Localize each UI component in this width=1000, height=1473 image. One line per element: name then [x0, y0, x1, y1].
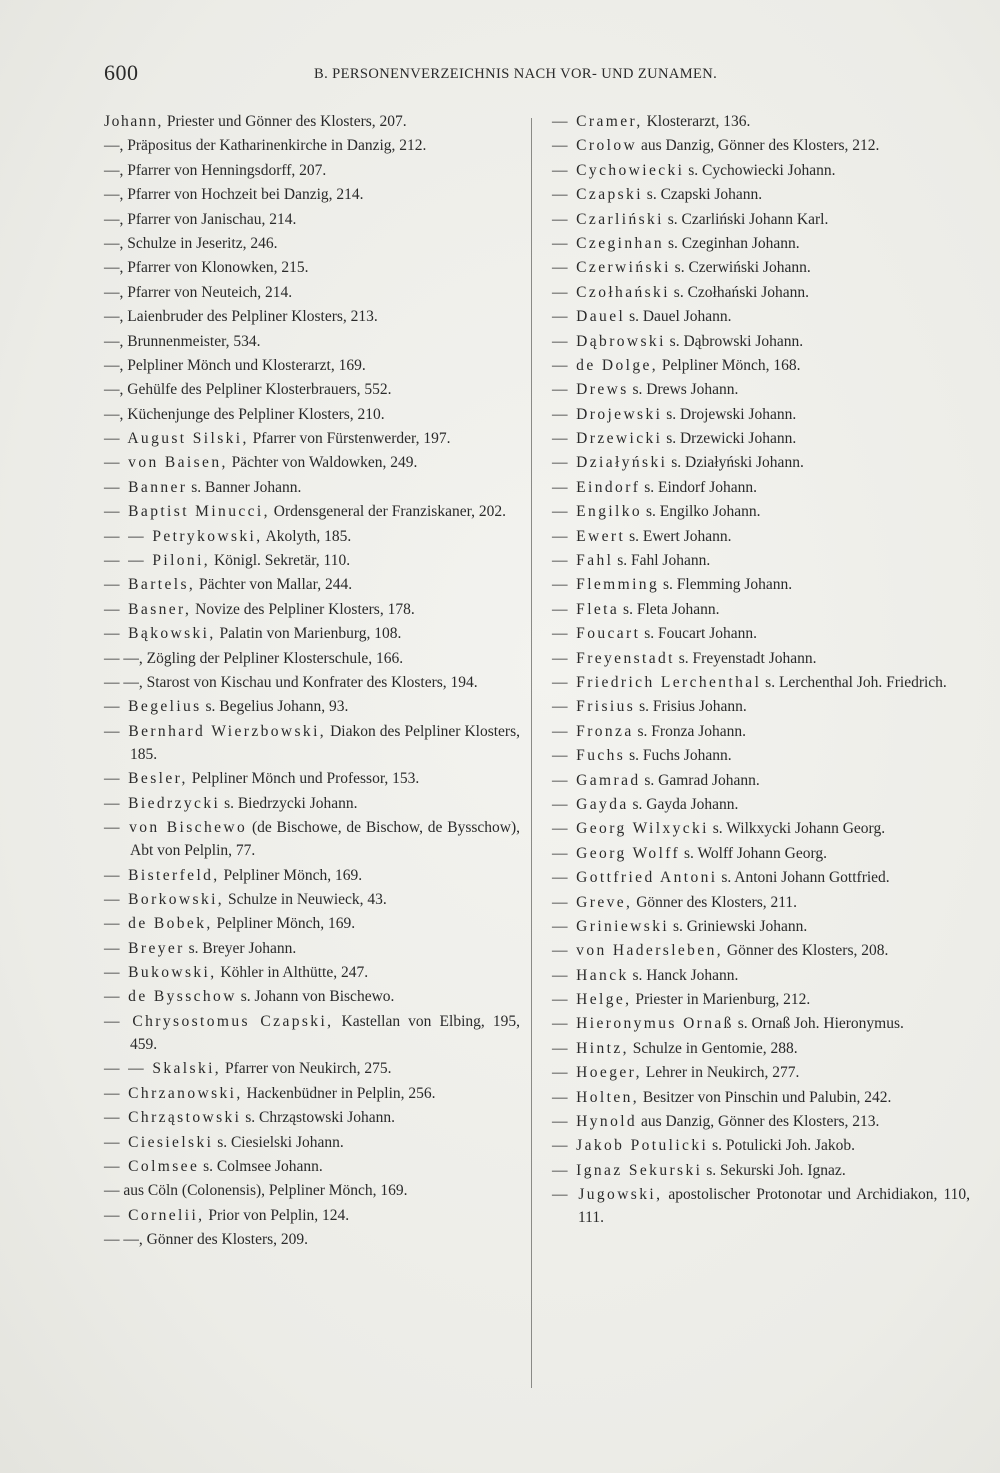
entry-name: — Bisterfeld, [104, 866, 220, 884]
index-entry [104, 427, 520, 450]
entry-name: — Freyenstadt [552, 649, 675, 667]
entry-name: — Georg Wilxycki [552, 820, 709, 838]
entry-text: Schulze in Neuwieck, 43. [224, 890, 387, 908]
entry-text: s. Cychowiecki Johann. [684, 161, 836, 179]
entry-text: Diakon des Pelpliner Klosters, 185. [130, 722, 520, 763]
entry-name: — Ignaz Sekurski [552, 1161, 703, 1179]
entry-text: Prior von Pelplin, 124. [204, 1206, 350, 1224]
entry-text: Hackenbüdner in Pelplin, 256. [242, 1084, 436, 1102]
running-title: B. PERSONENVERZEICHNIS NACH VOR- UND ZUNAMEN. [314, 66, 718, 82]
entry-text: Gönner des Klosters, 208. [723, 942, 889, 960]
entry-text: Pächter von Mallar, 244. [195, 576, 353, 594]
column-divider [531, 118, 532, 1388]
index-entry [104, 1106, 520, 1129]
entry-text: Gönner des Klosters, 211. [632, 893, 798, 911]
index-entry [104, 159, 520, 182]
entry-text: s. Dąbrowski Johann. [665, 332, 804, 350]
entry-text: —, Pfarrer von Neuteich, 214. [104, 283, 293, 301]
entry-name: — Chrząstowski [104, 1109, 242, 1127]
entry-name: — Czerwiński [552, 259, 671, 277]
index-entry [104, 792, 520, 815]
entry-text: s. Czerwiński Johann. [670, 259, 811, 277]
entry-text: Schulze in Gentomie, 288. [628, 1039, 798, 1057]
index-entry [552, 573, 970, 596]
index-entry [104, 403, 520, 426]
index-entry [552, 939, 970, 962]
entry-name: — Jakob Potulicki [552, 1137, 709, 1155]
entry-name: — Drzewicki [552, 430, 663, 448]
index-entry [552, 305, 970, 328]
entry-text: s. Czarliński Johann Karl. [663, 210, 829, 228]
entry-name: — August Silski, [104, 430, 249, 448]
entry-name: — Breyer [104, 939, 185, 957]
entry-text: (de Bischowe, de Bischow, de Bysschow), Abt von Pelplin, 77. [130, 819, 520, 860]
entry-name: — Foucart [552, 625, 641, 643]
index-entry [552, 330, 970, 353]
entry-text: s. Johann von Bischewo. [236, 988, 395, 1006]
index-entry [552, 476, 970, 499]
entry-name: — Dąbrowski [552, 332, 666, 350]
index-entry [104, 671, 520, 694]
index-entry [552, 1159, 970, 1182]
entry-text: s. Drzewicki Johann. [662, 430, 797, 448]
entry-name: — Bąkowski, [104, 625, 216, 643]
index-entry [552, 866, 970, 889]
entry-name: — Crolow [552, 137, 638, 155]
entry-text: s. Sekurski Joh. Ignaz. [702, 1161, 846, 1179]
entry-name: — Georg Wolff [552, 844, 681, 862]
entry-name: — Banner [104, 478, 188, 496]
entry-text: — —, Gönner des Klosters, 209. [104, 1231, 309, 1249]
index-entry [552, 647, 970, 670]
index-entry [552, 451, 970, 474]
entry-text: —, Gehülfe des Pelpliner Klosterbrauers, 552. [104, 381, 392, 399]
index-entry [552, 232, 970, 255]
entry-text: s. Czeginhan Johann. [664, 234, 800, 252]
index-entry [104, 961, 520, 984]
entry-text: s. Drojewski Johann. [662, 405, 797, 423]
index-entry [552, 744, 970, 767]
entry-name: — Chrzanowski, [104, 1084, 243, 1102]
index-entry [104, 816, 520, 862]
index-entry [552, 988, 970, 1011]
entry-name: — — Skalski, [104, 1060, 222, 1078]
entry-name: — Fuchs [552, 747, 626, 765]
index-entry [552, 1012, 970, 1035]
entry-text: Pelpliner Mönch und Professor, 153. [187, 770, 420, 788]
index-entry [104, 1010, 520, 1056]
entry-text: s. Gamrad Johann. [640, 771, 760, 789]
index-entry [104, 695, 520, 718]
index-entry [104, 985, 520, 1008]
entry-name: — Czarliński [552, 210, 664, 228]
index-entry [104, 110, 520, 133]
index-entry [552, 500, 970, 523]
entry-text: s. Czołhański Johann. [669, 283, 809, 301]
entry-text: —, Pfarrer von Janischau, 214. [104, 210, 297, 228]
entry-text: s. Foucart Johann. [640, 625, 757, 643]
entry-name: — Czeginhan [552, 234, 665, 252]
index-entry [552, 598, 970, 621]
index-column-left [104, 110, 520, 1252]
entry-text: Pelpliner Mönch, 169. [219, 866, 363, 884]
index-entry [552, 256, 970, 279]
entry-name: — Holten, [552, 1088, 640, 1106]
index-entry [104, 1179, 520, 1202]
index-entry [104, 573, 520, 596]
index-entry [552, 720, 970, 743]
entry-text: s. Begelius Johann, 93. [201, 698, 349, 716]
entry-text: —, Brunnenmeister, 534. [104, 332, 261, 350]
entry-text: s. Działyński Johann. [667, 454, 804, 472]
index-entry [552, 134, 970, 157]
entry-text: s. Fuchs Johann. [625, 747, 732, 765]
index-entry [104, 281, 520, 304]
index-entry [552, 622, 970, 645]
index-entry [104, 1082, 520, 1105]
index-entry [552, 915, 970, 938]
entry-text: s. Antoni Johann Gottfried. [717, 869, 890, 887]
page-header [104, 60, 934, 90]
entry-text: s. Fahl Johann. [613, 552, 711, 570]
entry-name: — de Dolge, [552, 356, 659, 374]
entry-text: Königl. Sekretär, 110. [210, 552, 351, 570]
entry-name: — — Petrykowski, [104, 527, 263, 545]
index-entry [104, 305, 520, 328]
index-entry [552, 1061, 970, 1084]
entry-text: Ordensgeneral der Franziskaner, 202. [269, 503, 507, 521]
index-entry [104, 232, 520, 255]
entry-name: — Drews [552, 381, 629, 399]
index-entry [104, 183, 520, 206]
index-entry [104, 622, 520, 645]
index-entry [552, 1183, 970, 1229]
entry-text: —, Präpositus der Katharinenkirche in Danzig, 212. [104, 137, 427, 155]
entry-text: s. Gayda Johann. [628, 795, 739, 813]
entry-text: Pfarrer von Fürstenwerder, 197. [248, 430, 451, 448]
index-entry [552, 891, 970, 914]
entry-text: s. Fleta Johann. [619, 600, 720, 618]
entry-name: — Friedrich Lerchenthal [552, 673, 762, 691]
index-entry [552, 842, 970, 865]
entry-name: — Dauel [552, 308, 626, 326]
index-entry [104, 598, 520, 621]
entry-text: —, Pelpliner Mönch und Klosterarzt, 169. [104, 356, 366, 374]
entry-text: s. Ornaß Joh. Hieronymus. [733, 1015, 904, 1033]
index-entry [552, 1037, 970, 1060]
entry-name: — Helge, [552, 991, 632, 1009]
entry-name: — Cornelii, [104, 1206, 205, 1224]
entry-name: — Eindorf [552, 478, 641, 496]
entry-name: — Hintz, [552, 1039, 629, 1057]
entry-name: — Jugowski, [552, 1186, 663, 1204]
entry-name: — Gamrad [552, 771, 641, 789]
entry-text: s. Ciesielski Johann. [213, 1133, 344, 1151]
index-entry [552, 549, 970, 572]
entry-text: Besitzer von Pinschin und Palubin, 242. [639, 1088, 892, 1106]
entry-name: — Cramer, [552, 113, 643, 130]
entry-name: — Czołhański [552, 283, 670, 301]
index-entry [552, 671, 970, 694]
entry-text: Palatin von Marienburg, 108. [215, 625, 402, 643]
entry-name: — Engilko [552, 503, 643, 521]
index-entry [552, 964, 970, 987]
entry-name: — Besler, [104, 770, 188, 788]
entry-name: — Biedrzycki [104, 794, 221, 812]
index-entry [552, 281, 970, 304]
entry-name: — Drojewski [552, 405, 663, 423]
index-entry [104, 1131, 520, 1154]
entry-text: —, Küchenjunge des Pelpliner Klosters, 210. [104, 405, 385, 423]
entry-name: — Colmsee [104, 1157, 200, 1175]
entry-text: —, Laienbruder des Pelpliner Klosters, 213. [104, 308, 378, 326]
index-entry [552, 159, 970, 182]
entry-text: Pfarrer von Neukirch, 275. [221, 1060, 392, 1078]
entry-text: —, Pfarrer von Klonowken, 215. [104, 259, 309, 277]
index-entry [104, 888, 520, 911]
entry-name: — Ciesielski [104, 1133, 214, 1151]
entry-name: — de Bysschow [104, 988, 237, 1006]
entry-text: Pelpliner Mönch, 169. [212, 915, 356, 933]
index-entry [104, 208, 520, 231]
entry-name: — Hanck [552, 966, 629, 984]
entry-name: — Basner, [104, 600, 192, 618]
entry-name: — Działyński [552, 454, 668, 472]
entry-text: s. Wolff Johann Georg. [680, 844, 827, 862]
entry-text: s. Wilkxycki Johann Georg. [708, 820, 886, 838]
index-entry [552, 427, 970, 450]
index-entry [104, 378, 520, 401]
entry-text: Priester in Marienburg, 212. [631, 991, 811, 1009]
entry-text: Akolyth, 185. [262, 527, 352, 545]
entry-name: — Hoeger, [552, 1064, 642, 1082]
index-entry [104, 256, 520, 279]
entry-text: — —, Starost von Kischau und Konfrater des Klosters, 194. [104, 673, 478, 691]
entry-name: — Cychowiecki [552, 161, 685, 179]
entry-name: — de Bobek, [104, 915, 213, 933]
index-entry [552, 183, 970, 206]
entry-name: — — Piloni, [104, 552, 211, 570]
index-entry [552, 817, 970, 840]
entry-text: s. Potulicki Joh. Jakob. [708, 1137, 856, 1155]
entry-name: — Bernhard Wierzbowski, [104, 722, 327, 740]
entry-text: s. Lerchenthal Joh. Friedrich. [761, 673, 947, 691]
entry-text: s. Colmsee Johann. [199, 1157, 323, 1175]
entry-text: s. Flemming Johann. [659, 576, 793, 594]
entry-name: — Ewert [552, 527, 626, 545]
entry-text: s. Czapski Johann. [642, 186, 763, 204]
entry-text: Lehrer in Neukirch, 277. [641, 1064, 800, 1082]
page-number: 600 [104, 60, 139, 85]
entry-text: Novize des Pelpliner Klosters, 178. [191, 600, 415, 618]
entry-text: s. Drews Johann. [628, 381, 739, 399]
entry-text: Priester und Gönner des Klosters, 207. [163, 113, 407, 130]
entry-text: s. Griniewski Johann. [669, 917, 808, 935]
entry-text: Pelpliner Mönch, 168. [658, 356, 801, 374]
entry-name: — Bartels, [104, 576, 196, 594]
entry-text: —, Pfarrer von Hochzeit bei Danzig, 214. [104, 186, 364, 204]
entry-name: — Begelius [104, 698, 202, 716]
entry-name: — von Baisen, [104, 454, 228, 472]
entry-text: —, Pfarrer von Henningsdorff, 207. [104, 161, 327, 179]
index-entry [104, 864, 520, 887]
entry-text: s. Freyenstadt Johann. [674, 649, 817, 667]
entry-name: — Fleta [552, 600, 620, 618]
index-entry [552, 1134, 970, 1157]
index-entry [552, 525, 970, 548]
entry-text: —, Schulze in Jeseritz, 246. [104, 234, 278, 252]
index-entry [552, 403, 970, 426]
entry-name: — Greve, [552, 893, 633, 911]
entry-text: s. Banner Johann. [187, 478, 302, 496]
index-entry [552, 208, 970, 231]
index-entry [552, 378, 970, 401]
entry-text: s. Hanck Johann. [628, 966, 739, 984]
entry-text: s. Biedrzycki Johann. [220, 794, 358, 812]
entry-name: — Fronza [552, 722, 634, 740]
index-entry [104, 134, 520, 157]
entry-text: aus Danzig, Gönner des Klosters, 212. [637, 137, 880, 155]
index-entry [552, 1110, 970, 1133]
index-entry [104, 549, 520, 572]
index-entry [104, 354, 520, 377]
index-entry [552, 769, 970, 792]
index-entry [104, 647, 520, 670]
index-entry [104, 1228, 520, 1251]
entry-name: — Flemming [552, 576, 660, 594]
entry-name: — Bukowski, [104, 964, 217, 982]
index-entry [104, 525, 520, 548]
entry-text: Klosterarzt, 136. [642, 113, 751, 130]
entry-name: — Frisius [552, 698, 636, 716]
entry-name: — Borkowski, [104, 890, 225, 908]
entry-name: — von Hadersleben, [552, 942, 724, 960]
index-entry [104, 500, 520, 523]
entry-text: apostolischer Protonotar und Archidiakon, 110, 111. [578, 1186, 970, 1227]
index-entry [104, 1155, 520, 1178]
index-entry [552, 110, 970, 133]
index-entry [552, 354, 970, 377]
index-entry [552, 695, 970, 718]
entry-name: — Griniewski [552, 917, 670, 935]
index-column-right [552, 110, 970, 1231]
entry-text: s. Eindorf Johann. [640, 478, 757, 496]
entry-name: — von Bischewo [104, 819, 248, 837]
entry-text: — —, Zögling der Pelpliner Klosterschule, 166. [104, 649, 404, 667]
index-entry [104, 937, 520, 960]
index-entry [552, 1086, 970, 1109]
index-entry [104, 912, 520, 935]
index-entry [104, 1057, 520, 1080]
entry-text: Kastellan von Elbing, 195, 459. [130, 1012, 520, 1053]
entry-name: — Baptist Minucci, [104, 503, 270, 521]
entry-text: s. Chrząstowski Johann. [241, 1109, 396, 1127]
entry-name: — Fahl [552, 552, 614, 570]
entry-text: Pächter von Waldowken, 249. [227, 454, 418, 472]
entry-text: s. Engilko Johann. [642, 503, 761, 521]
index-entry [104, 767, 520, 790]
entry-name: Johann, [104, 113, 163, 130]
index-entry [104, 330, 520, 353]
entry-text: s. Breyer Johann. [184, 939, 297, 957]
index-entry [104, 1204, 520, 1227]
index-entry [104, 720, 520, 766]
entry-name: — Hynold [552, 1113, 638, 1131]
entry-text: s. Frisius Johann. [635, 698, 747, 716]
entry-name: — Gottfried Antoni [552, 869, 718, 887]
entry-text: s. Fronza Johann. [633, 722, 746, 740]
entry-text: aus Danzig, Gönner des Klosters, 213. [637, 1113, 880, 1131]
index-entry [552, 793, 970, 816]
entry-text: s. Ewert Johann. [625, 527, 732, 545]
entry-text: s. Dauel Johann. [625, 308, 732, 326]
entry-text: — aus Cöln (Colonensis), Pelpliner Mönch, 169. [104, 1182, 408, 1200]
index-entry [104, 476, 520, 499]
entry-name: — Czapski [552, 186, 643, 204]
entry-name: — Hieronymus Ornaß [552, 1015, 734, 1033]
entry-name: — Gayda [552, 795, 629, 813]
entry-text: Köhler in Althütte, 247. [216, 964, 369, 982]
index-entry [104, 451, 520, 474]
entry-name: — Chrysostomus Czapski, [104, 1012, 334, 1030]
